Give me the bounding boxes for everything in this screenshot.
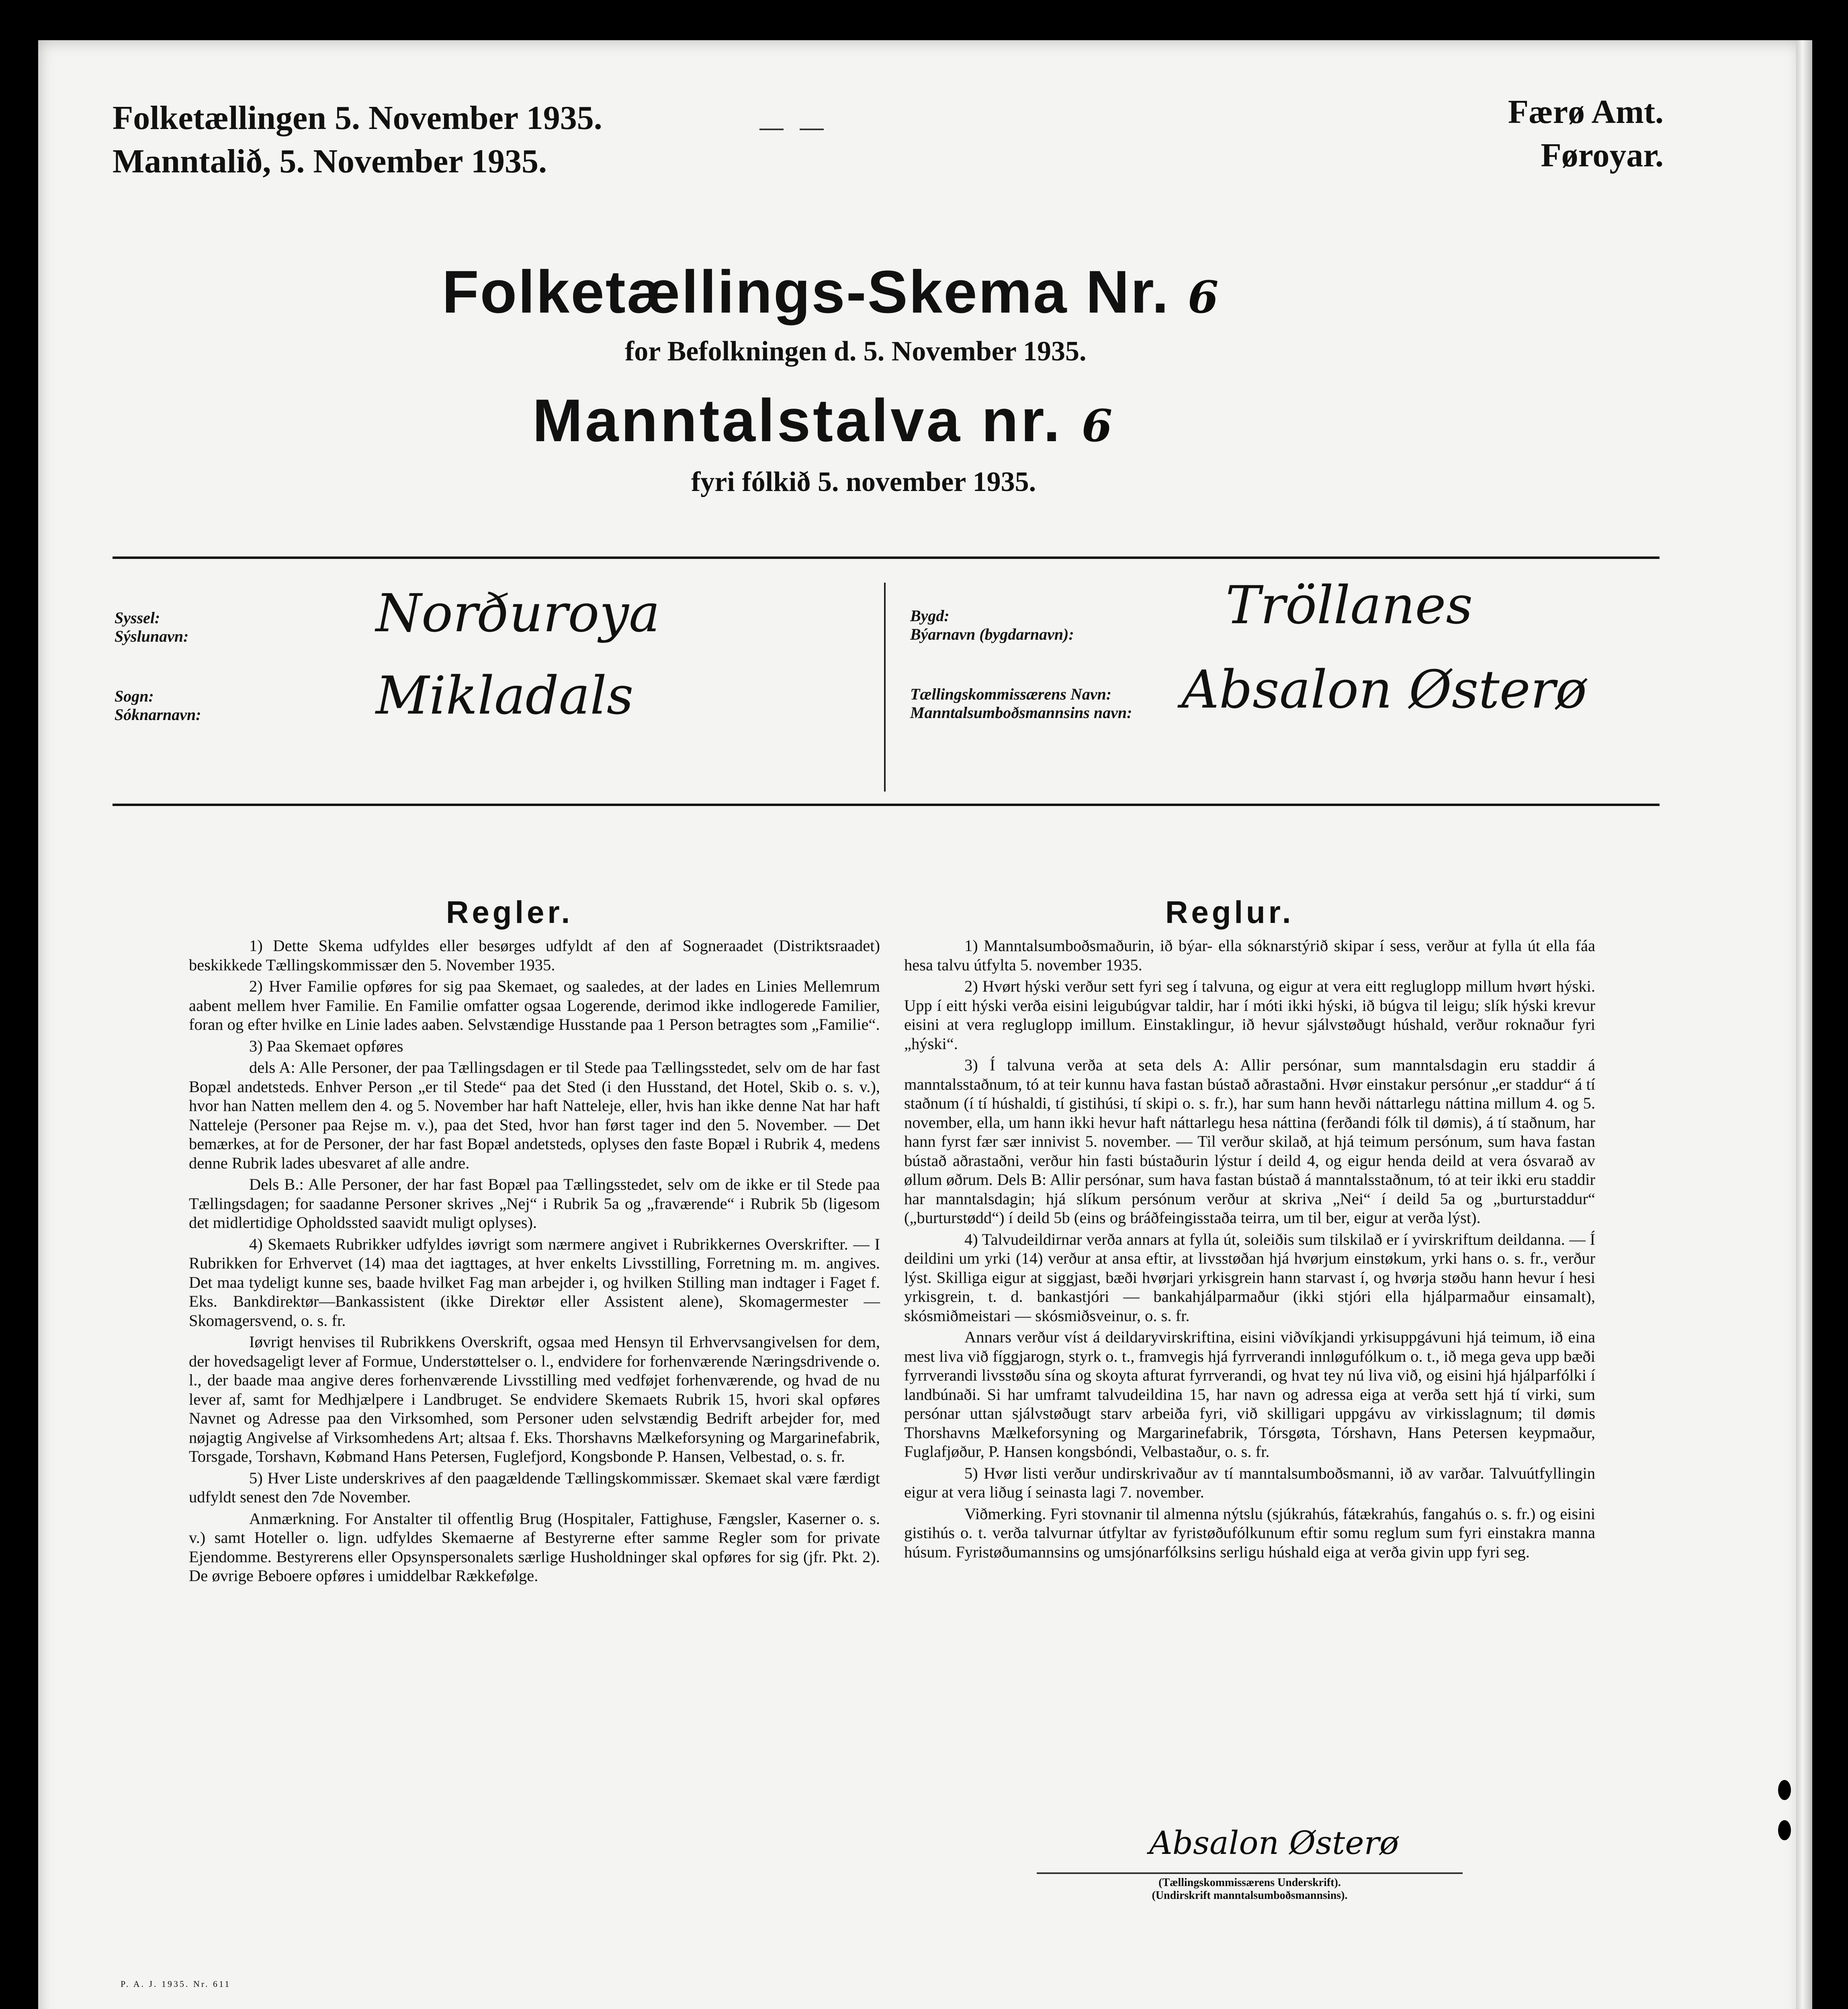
syssel-label-da: Syssel:	[115, 609, 160, 627]
rule-paragraph: 4) Skemaets Rubrikker udfyldes iøvrigt som nærmere angivet i Rubrikkernes Overskrifter. — I Rubrikken for Erhvervet (14) maa det iagttages, at hver enkelts Livsstilling, Forretning m. m. angives. Det maa tydeligt kunne ses, baade hvilket Fag man arbejder i, og hvilken Stilling man indtager i Faget f. Eks. Bankdirektør—Bankassistent (ikke Direktør eller Assistent alene), Skomagermester — Skomagersvend, o. s. fr.	[189, 1235, 880, 1330]
sogn-label	[115, 687, 201, 724]
form-number-danish: 6	[1187, 271, 1220, 323]
punch-hole	[1778, 1780, 1791, 1800]
signature-line	[1037, 1872, 1463, 1874]
form-title-faroese-text: Manntalstalva nr.	[532, 387, 1063, 454]
kommissaer-value: Absalon Østerø	[1181, 659, 1587, 720]
rule-paragraph: Anmærkning. For Anstalter til offentlig Brug (Hospitaler, Fattighuse, Fængsler, Kaserner o. s. v.) samt Hoteller o. lign. udfyldes Skemaerne af Bestyrerne efter samme Regler som for private Ejendomme. Bestyrerens eller Opsynspersonalets særlige Husholdninger skal opføres for sig (jfr. Pkt. 2). De øvrige Beboere opføres i umiddelbar Rækkefølge.	[189, 1509, 880, 1585]
rule-paragraph: 3) Paa Skemaet opføres	[249, 1037, 403, 1055]
syssel-value: Norðuroya	[376, 583, 660, 644]
page-edge	[1796, 40, 1812, 2009]
kommissaer-label	[910, 685, 1132, 722]
header-left-line1: Folketællingen 5. November 1935.	[113, 99, 602, 137]
form-title-danish-text: Folketællings-Skema Nr.	[442, 258, 1170, 325]
header-right-line1: Færø Amt.	[1508, 93, 1664, 131]
rule-paragraph: 2) Hver Familie opføres for sig paa Skemaet, og saaledes, at der lades en Linies Mellemrum aabent mellem hver Familie. En Familie omfatter ogsaa Logerende, derimod ikke indlogerede Familier, foran og efter hvilke en Linie lades aaben. Selvstændige Husstande paa 1 Person betragtes som „Familie“.	[189, 977, 880, 1033]
kommissaer-label-da: Tællingskommissærens Navn:	[910, 685, 1112, 703]
signature-label-fo: (Undirskrift manntalsumboðsmannsins).	[1152, 1889, 1348, 1902]
header-right	[1479, 90, 1664, 177]
rule-paragraph: 1) Dette Skema udfyldes eller besørges udfyldt af den af Sogneraadet (Distriktsraadet) beskikkede Tællingskommissær den 5. November 1935.	[189, 937, 880, 974]
rule-paragraph: Annars verður víst á deildaryvirskriftina, eisini viðvíkjandi yrkisuppgávuni hjá teimum, ið eina mest liva við fíggjarogn, styrk o. t., framvegis hjá fyrrverandi innløgufólkum o. t., ið mega geva upp bæði fyrrverandi livsstøðu sína og skoyta afturat fyrrverandi, og hvat tey nú liva við, og eisini hjá hjálparfólki í landbúnaði. Si har umframt talvudeildina 15, har navn og adressa eiga at verða sett hjá tí virki, sum persónar uttan sjálvstøðugt starv arbeiða fyri, við skilligari uppgávu av virkisslagnum; til dømis Thorshavns Mælkeforsyning og Margarinefabrik, Tórsgøta, Tórshavn, Hans Petersen keypmaður, Fuglafjøður, P. Hansen kongsbóndi, Velbastaður, o. s. fr.	[904, 1328, 1595, 1461]
rule-paragraph: 4) Talvudeildirnar verða annars at fylla út, soleiðis sum tilskilað er í yvirskriftum deildanna. — Í deildini um yrki (14) verður at ansa eftir, at livsstøðan hjá hvørjum einstøkum, yrki hans o. s. fr., verður lýst. Skilliga eigur at siggjast, bæði hvørjari yrkisgrein hann starvast í, og hvørja støðu hann hevur í hesi yrkisgrein, t. d. bankastjóri — bankahjálparmaður (ikki stjóri ella hjálparmaður einsamalt), skósmiðmeistari — skósmiðsveinur, o. s. fr.	[904, 1230, 1595, 1325]
sogn-label-da: Sogn:	[115, 687, 154, 705]
syssel-label	[115, 609, 189, 646]
rule-paragraph: 2) Hvørt hýski verður sett fyri seg í talvuna, og eigur at vera eitt regluglopp millum hvørt hýski. Upp í eitt hýski verða eisini leigubúgvar taldir, har í móti ikki hýski, ið búgva til leigu; slík hýski krevur eisini at vera regluglopp imillum. Einstaklingur, ið hevur sjálvstøðugt húshald, verður roknaður fyri „hýski“.	[904, 977, 1595, 1053]
rules-heading-faroese: Reglur.	[1165, 894, 1294, 930]
header-left	[113, 96, 602, 183]
signature-label	[1085, 1876, 1414, 1902]
rules-column-danish	[189, 936, 880, 1588]
bygd-label-da: Bygd:	[910, 607, 950, 625]
bygd-label-fo: Býarnavn (bygdarnavn):	[910, 625, 1074, 643]
header-dash	[759, 129, 784, 130]
rule-paragraph: Viðmerking. Fyri stovnanir til almenna nýtslu (sjúkrahús, fátækrahús, fangahús o. s. fr.) og eisini gistihús o. t. verða talvurnar útfyltar av fyristøðufólkunum eftir somu reglum sum fyri einstakra manna húsum. Fyristøðumannsins og umsjónarfólksins serligu húshald eiga at verða givin upp fyri seg.	[904, 1504, 1595, 1561]
sogn-value: Mikladals	[376, 665, 634, 726]
rules-heading-danish: Regler.	[446, 894, 573, 930]
rule-paragraph: Iøvrigt henvises til Rubrikkens Overskrift, ogsaa med Hensyn til Erhvervsangivelsen for dem, der hovedsageligt lever af Formue, Understøttelser o. l., endvidere for forhenværende Næringsdrivende o. l., der baade maa angive deres forhenværende Livsstilling med vedføjet forhenværende, og hvad de nu lever af, samt for Medhjælpere i Landbruget. Se endvidere Skemaets Rubrik 15, hvori skal opføres Navnet og Adresse paa den Virksomhed, som Personer uden selvstændig Bedrift arbejder for, med nøjagtig Angivelse af Virksomhedens Art; altsaa f. Eks. Thorshavns Mælkeforsyning og Margarinefabrik, Torsgade, Torshavn, Købmand Hans Petersen, Fuglefjord, Kongsbonde P. Hansen, Velbestad, o. s. fr.	[189, 1333, 880, 1465]
punch-hole	[1778, 1820, 1791, 1840]
field-divider	[884, 583, 886, 792]
rules-column-faroese	[904, 936, 1595, 1564]
form-title-danish	[442, 257, 1220, 327]
header-right-line2: Føroyar.	[1541, 137, 1664, 174]
rule-paragraph: 5) Hvør listi verður undirskrivaður av tí manntalsumboðsmanni, ið av varðar. Talvuútfyllingin eigur at vera liðug í seinasta lagi 7. november.	[904, 1464, 1595, 1501]
field-bottom-rule	[113, 804, 1660, 806]
rule-paragraph: Dels B.: Alle Personer, der har fast Bopæl paa Tællingsstedet, selv om de ikke er til Stede paa Tællingsdagen; for saadanne Personer skrives „Nej“ i Rubrik 5a og „fraværende“ i Rubrik 5b (ligesom det midlertidige Opholdssted saavidt muligt oplyses).	[189, 1175, 880, 1232]
bygd-value: Tröllanes	[1226, 575, 1473, 636]
printer-mark: P. A. J. 1935. Nr. 611	[121, 1979, 231, 1989]
rule-paragraph: 1) Manntalsumboðsmaðurin, ið býar- ella sóknarstýrið skipar í sess, verður at fylla út ella fáa hesa talvu útfylta 5. november 1935.	[904, 937, 1595, 974]
field-top-rule	[113, 556, 1660, 559]
signature-value: Absalon Østerø	[1149, 1824, 1399, 1862]
sogn-label-fo: Sóknarnavn:	[115, 706, 201, 724]
signature-label-da: (Tællingskommissærens Underskrift).	[1158, 1876, 1341, 1889]
form-title-faroese	[532, 386, 1115, 455]
form-subtitle-faroese: fyri fólkið 5. november 1935.	[691, 466, 1036, 497]
bygd-label	[910, 607, 1074, 644]
header-dash	[800, 129, 824, 130]
rule-paragraph: 3) Í talvuna verða at seta dels A: Allir persónar, sum manntalsdagin eru staddir á manntalsstaðnum, tó at teir kunnu hava fastan bústað aðrastaðni. Hvør einstakur persónur „er staddur“ á tí staðnum (í tí húshaldi, tí gistihúsi, tí skipi o. s. fr.), har sum hann hevði náttarlegu náttina millum 4. og 5. november, ella, um hann ikki hevur haft náttarlegu hesa náttina (ferðandi fólk til dømis), á tí staðnum, har hann fyrst fær sær innivist 5. november. — Til verður skilað, at hjá teimum persónum, sum hava fastan bústað aðrastaðni, verður hin fasti bústaðurin lýstur í deild 4, og eigur henda deild at vera ósvarað av øllum øðrum. Dels B: Allir persónar, sum hava fastan bústað á manntalsstaðnum, tó at teir ikki eru staddir har manntalsdagin; hjá slíkum persónum verður at skriva „Nei“ í deild 5a og „burturstaddur“ („burturstødd“) í deild 5b (eins og bráðfeingisstaða teirra, um til ber, eigur at verða lýst).	[904, 1056, 1595, 1227]
form-number-faroese: 6	[1081, 400, 1115, 452]
rule-paragraph: dels A: Alle Personer, der paa Tællingsdagen er til Stede paa Tællingsstedet, selv om de har fast Bopæl andetsteds. Enhver Person „er til Stede“ paa det Sted (i den Husstand, det Hotel, Skib o. s. v.), hvor han Natten mellem den 4. og 5. November har haft Natteleje, eller, hvis han ikke denne Nat har haft Natteleje (Personer paa Rejse m. v.), paa det Sted, hvor han først tager ind den 5. November. — Det bemærkes, at for de Personer, der har fast Bopæl andetsteds, oplyses den faste Bopæl i Rubrik 4, medens denne Rubrik lades ubesvaret af alle andre.	[189, 1058, 880, 1172]
header-left-line2: Manntalið, 5. November 1935.	[113, 143, 547, 180]
rule-paragraph: 5) Hver Liste underskrives af den paagældende Tællingskommissær. Skemaet skal være færdigt udfyldt senest den 7de November.	[189, 1469, 880, 1506]
kommissaer-label-fo: Manntalsumboðsmannsins navn:	[910, 704, 1132, 722]
syssel-label-fo: Sýslunavn:	[115, 627, 189, 645]
form-subtitle-danish: for Befolkningen d. 5. November 1935.	[625, 336, 1087, 367]
